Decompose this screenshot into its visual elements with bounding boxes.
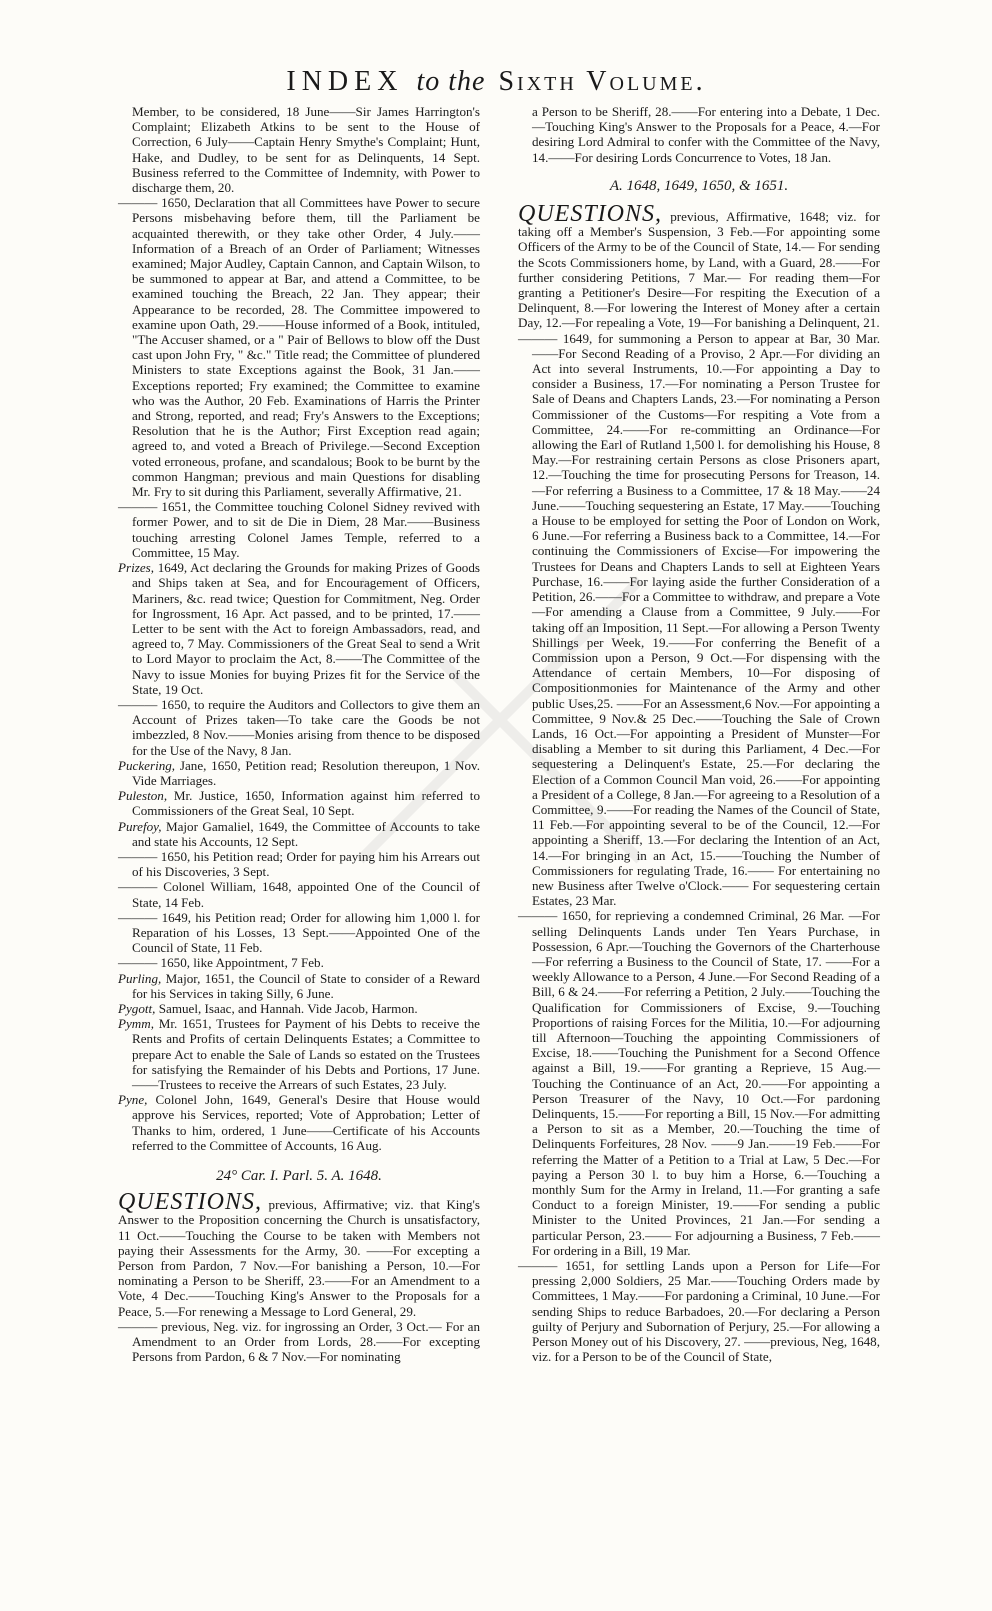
index-entry bbox=[118, 1016, 480, 1092]
entry-head: Pygott, bbox=[118, 1000, 156, 1016]
index-entry: ——— 1650, Declaration that all Committees have Power to secure Persons misbehaving before them, till the Parliament be acquainted therewith, or they take other Order, 4 July.—— Information of a Breach of an Order of Parliament; Witnesses examined; Major Audley, Captain Cannon, and Captain Wilson, to be summoned to appear at Bar, and attend a Committee, to be examined touching the Breach, 22 Jan. They appear; their Appearance to be recorded, 28. The Committee impowered to examine upon Oath, 29.——House informed of a Book, intituled, "The Accuser shamed, or a " Pair of Bellows to blow off the Dust cast upon John Fry, " &c." Title read; the Committee of plundered Ministers to state Exceptions against the Book, 31 Jan.——Exceptions reported; Fry examined; the Committee to examine who was the Author, 20 Feb. Examinations of Harris the Printer and Strong, reported, and read; Fry's Answers to the Exceptions; Resolution that he is the Author; First Exception read again; agreed to, and voted a Breach of Privilege.—Second Exception voted erroneous, profane, and scandalous; Book to be burnt by the common Hangman; previous and main Questions for disabling Mr. Fry to sit during this Parliament, severally Affirmative, 21. bbox=[118, 195, 480, 500]
index-entry bbox=[118, 1001, 480, 1016]
entry-text: Jane, 1650, Petition read; Resolution thereupon, 1 Nov. Vide Marriages. bbox=[132, 757, 480, 788]
entry-text: Mr. Justice, 1650, Information against him referred to Commissioners of the Great Seal, 10 Sept. bbox=[132, 788, 480, 819]
entry-text: Major Gamaliel, 1649, the Committee of Accounts to take and state his Accounts, 12 Sept. bbox=[132, 818, 480, 849]
left-column bbox=[118, 104, 480, 1364]
index-entry: ——— 1649, for summoning a Person to appear at Bar, 30 Mar.——For Second Reading of a Proviso, 2 Apr.—For dividing an Act into several Instruments, 10.—For appointing a Day to consider a Business, 17.—For nominating a Person Trustee for Sale of Deans and Chapters Lands, 23.—For nominating a Person Commissioner of the Customs—For respiting a Vote from a Committee, 24.——For re-committing an Ordinance—For allowing the Earl of Rutland 1,500 l. for demolishing his House, 8 May.—For restraining certain Persons as close Prisoners apart, 12.—Touching the time for prosecuting Persons for Treason, 14.—For referring a Business to a Committee, 17 & 18 May.——24 June.——Touching sequestering an Estate, 17 May.——Touching a House to be employed for setting the Poor of London on Work, 6 June.—For referring a Business back to a Committee, 14.—For continuing the Commissioners of Excise—For impowering the Trustees for Deans and Chapters Lands to sell at Eighteen Years Purchase, 16.——For laying aside the further Consideration of a Petition, 26.——For a Committee to withdraw, and prepare a Vote—For amending a Clause from a Committee, 9 July.——For taking off an Imposition, 11 Sept.—For allowing a Person Twenty Shillings per Week, 19.——For conferring the Benefit of a Commission upon a Person, 9 Oct.—For dispensing with the Attendance of certain Members, 10—For disposing of Compositionmonies for Maintenance of the Army and other public Uses,25. ——For an Assessment,6 Nov.—For appointing a Committee, 9 Nov.& 25 Dec.——Touching the Sale of Crown Lands, 16 Oct.—For appointing a President of Munster—For disabling a Member to sit during this Parliament, 4 Dec.—For sequestering a Delinquent's Estate, 25.—For declaring the Election of a Common Council Man void, 26.——For appointing a President of a College, 8 Jan.—For agreeing to a Resolution of a Committee, 9.——For reading the Names of the Council of State, 11 Feb.—For appointing several to be of the Council, 12.—For appointing a Sheriff, 13.—For declaring the Intention of an Act, 14.—For bringing in an Act, 15.——Touching the Number of Commissioners for regulating Trade, 16.—— For entertaining no new Business after Twelve o'Clock.—— For sequestering certain Estates, 23 Mar. bbox=[518, 330, 880, 909]
index-entry: ——— Colonel William, 1648, appointed One of the Council of State, 14 Feb. bbox=[118, 879, 480, 910]
entry-head: Pymm, bbox=[118, 1016, 154, 1032]
entry-head: Prizes, bbox=[118, 560, 155, 576]
entry-text: Colonel John, 1649, General's Desire that House would approve his Services, reported; Vote of Approbation; Letter of Thanks to him, ordered, 1 June——Certificate of his Accounts referred to the Committee of Accounts, 16 Aug. bbox=[132, 1092, 480, 1153]
title-volume: Sixth Volume. bbox=[498, 66, 706, 97]
entry-head: Purefoy, bbox=[118, 818, 162, 834]
index-entry: ——— 1649, his Petition read; Order for allowing him 1,000 l. for Reparation of his Losses, 13 Sept.——Appointed One of the Council of State, 11 Feb. bbox=[118, 909, 480, 956]
entry-head: Puleston, bbox=[118, 788, 168, 804]
index-entry: ——— 1650, to require the Auditors and Collectors to give them an Account of Prizes taken—To take care the Goods be not imbezzled, 8 Nov.——Monies arising from thence to be disposed for the Use of the Navy, 8 Jan. bbox=[118, 696, 480, 758]
entry-head: Pyne, bbox=[118, 1092, 148, 1108]
index-entry bbox=[118, 1092, 480, 1153]
index-entry: ——— 1651, the Committee touching Colonel Sidney revived with former Power, and to sit de Die in Diem, 28 Mar.——Business touching arresting Colonel James Temple, referred to a Committee, 15 May. bbox=[118, 499, 480, 560]
section-heading: A. 1648, 1649, 1650, & 1651. bbox=[609, 177, 789, 194]
questions-entry bbox=[118, 1189, 480, 1319]
index-entry: a Person to be Sheriff, 28.——For entering into a Debate, 1 Dec.—Touching King's Answer to the Proposals for a Peace, 4.—For desiring Lord Admiral to confer with the Committee of the Navy, 14.——For desiring Lords Concurrence to Votes, 18 Jan. bbox=[532, 104, 880, 165]
entry-text: previous, Affirmative, 1648; viz. for taking off a Member's Suspension, 3 Feb.—For appointing some Officers of the Army to be of the Council of State, 14.— For sending the Scots Commissioners home, by Land, with a Guard, 28.——For further considering Petitions, 7 Mar.— For reading them—For granting a Petitioner's Desire—For respiting the Execution of a Delinquent, 8.—For lowering the Interest of Money after a certain Day, 12.—For repealing a Vote, 19—For banishing a Delinquent, 21. bbox=[518, 209, 880, 331]
index-entry: ——— 1650, for reprieving a condemned Criminal, 26 Mar. —For selling Delinquents Lands under Ten Years Purchase, in Possession, 6 Apr.—Touching the Governors of the Charterhouse—For referring a Business to the Council of State, 17. ——For a weekly Allowance to a Person, 4 June.—For Second Reading of a Bill, 6 & 24.——For referring a Petition, 2 July.——Touching the Qualification for Commissioners of Excise, 9.—Touching Proportions of raising Forces for the Militia, 10.—For adjourning till Afternoon—Touching the appointing Commissioners of Excise, 18.——Touching the Punishment for a Second Offence against a Bill, 19.——For granting a Reprieve, 15 Aug.—Touching the Continuance of an Act, 20.——For appointing a Person Treasurer of the Navy, 10 Oct.—For pardoning Delinquents, 15.——For reporting a Bill, 15 Nov.—For admitting a Person to sit as a Member, 20.—Touching the time of Delinquents Forfeitures, 28 Nov. ——9 Jan.——19 Feb.——For referring the Matter of a Petition to a Trial at Law, 5 Dec.—For paying a Person 30 l. to buy him a Horse, 6.—Touching a monthly Sum for the Army in Ireland, 11.—For granting a safe Conduct to a foreign Minister, 19.——For sending a public Minister to the United Provinces, 21 Jan.—For sending a particular Person, 23.—— For adjourning a Business, 7 Feb.——For ordering in a Bill, 19 Mar. bbox=[518, 908, 880, 1258]
index-entry bbox=[118, 758, 480, 788]
entry-text: previous, Affirmative; viz. that King's Answer to the Proposition concerning the Church is unsatisfactory, 11 Oct.——Touching the Course to be taken with Members not paying their Assessments for the Army, 30. ——For excepting a Person from Pardon, 7 Nov.—For banishing a Person, 10.—For nominating a Person to be Sheriff, 23.——For an Amendment to a Vote, 4 Dec.——Touching King's Answer to the Proposals for a Peace, 5.—For renewing a Message to Lord General, 29. bbox=[118, 1197, 480, 1319]
index-entry bbox=[118, 560, 480, 697]
index-entry bbox=[118, 971, 480, 1001]
index-entry: ——— 1651, for settling Lands upon a Person for Life—For pressing 2,000 Soldiers, 25 Mar.——Touching Orders made by Committees, 1 May.——For pardoning a Criminal, 10 June.—For sending Ships to reduce Barbadoes, 20.—For declaring a Person guilty of Perjury and Subornation of Perjury, 25.—For allowing a Person Money out of his Discovery, 27. ——previous, Neg, 1648, viz. for a Person to be of the Council of State, bbox=[518, 1258, 880, 1365]
index-entry: ——— 1650, like Appointment, 7 Feb. bbox=[118, 955, 324, 971]
index-entry: Member, to be considered, 18 June——Sir James Harrington's Complaint; Elizabeth Atkins to be sent to the House of Correction, 6 July——Captain Henry Smythe's Complaint; Hunt, Hake, and Dudley, to be sent for as Delinquents, 14 Sept. Business referred to the Committee of Indemnity, with Power to discharge them, 20. bbox=[132, 104, 480, 196]
entry-head: Purling, bbox=[118, 970, 162, 986]
title-to-the: to the bbox=[416, 66, 486, 97]
entry-text: 1649, Act declaring the Grounds for making Prizes of Goods and Ships taken at Sea, and for Encouragement of Officers, Mariners, &c. read twice; Question for Commitment, Neg. Order for Ingrossment, 16 Apr. Act passed, and to be printed, 17.——Letter to be sent with the Act to foreign Ambassadors, read, and agreed to, 7 May. Commissioners of the Great Seal to send a Writ to Lord Mayor to proclaim the Act, 8.——The Committee of the Navy to issue Monies for buying Prizes fit for the Service of the State, 19 Oct. bbox=[132, 560, 480, 697]
questions-cap: QUESTIONS, bbox=[118, 1189, 263, 1216]
entry-text: Samuel, Isaac, and Hannah. Vide Jacob, Harmon. bbox=[158, 1000, 418, 1016]
title-index: INDEX bbox=[286, 66, 404, 97]
entry-head: Puckering, bbox=[118, 757, 176, 773]
entry-text: Mr. 1651, Trustees for Payment of his Debts to receive the Rents and Profits of certain Delinquents Estates; a Committee to prepare Act to enable the Sale of Lands so estated on the Trustees for satisfying the Remainder of his Debts and Portions, 17 June.——Trustees to receive the Arrears of such Estates, 23 July. bbox=[132, 1016, 480, 1092]
index-entry: ——— previous, Neg. viz. for ingrossing an Order, 3 Oct.— For an Amendment to an Order from Lords, 28.——For excepting Persons from Pardon, 6 & 7 Nov.—For nominating bbox=[118, 1318, 480, 1365]
entry-text: Major, 1651, the Council of State to consider of a Reward for his Services in taking Silly, 6 June. bbox=[132, 970, 480, 1001]
section-heading: 24° Car. I. Parl. 5. A. 1648. bbox=[216, 1168, 382, 1185]
questions-entry bbox=[518, 201, 880, 331]
right-column bbox=[518, 104, 880, 1364]
index-entry: ——— 1650, his Petition read; Order for paying him his Arrears out of his Discoveries, 3 Sept. bbox=[118, 848, 480, 880]
index-entry bbox=[118, 819, 480, 849]
page-title bbox=[0, 66, 992, 98]
questions-cap: QUESTIONS, bbox=[518, 201, 663, 228]
index-entry bbox=[118, 788, 480, 818]
